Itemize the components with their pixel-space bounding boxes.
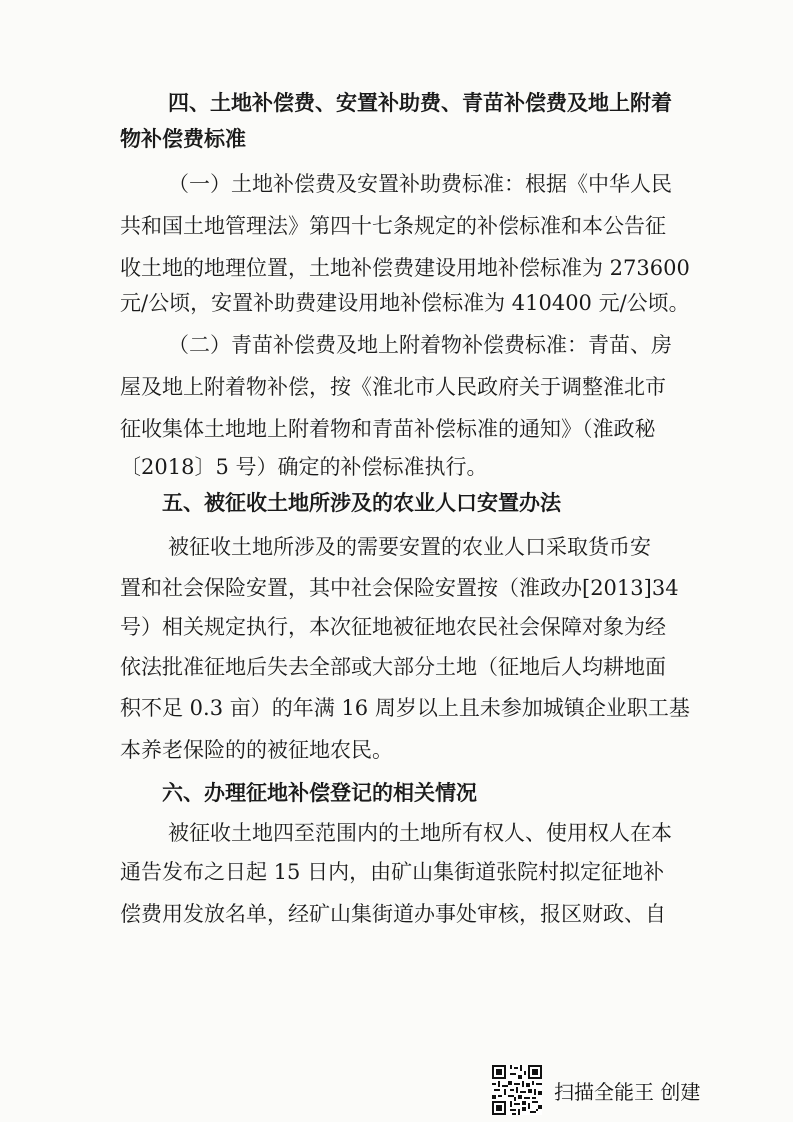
paragraph-line: 屋及地上附着物补偿，按《淮北市人民政府关于调整淮北市 [120,375,666,399]
paragraph-line: 通告发布之日起 15 日内，由矿山集街道张院村拟定征地补 [120,860,665,884]
paragraph-line: 积不足 0.3 亩）的年满 16 周岁以上且未参加城镇企业职工基 [120,696,690,720]
scanner-watermark-label: 扫描全能王 创建 [554,1079,701,1104]
paragraph-line: 置和社会保险安置，其中社会保险安置按（淮政办[2013]34 [120,576,679,600]
heading-section-6: 六、办理征地补偿登记的相关情况 [162,781,477,805]
paragraph-line: （一）土地补偿费及安置补助费标准：根据《中华人民 [168,172,672,196]
paragraph-line: 本养老保险的的被征地农民。 [120,738,393,762]
paragraph-line: 收土地的地理位置，土地补偿费建设用地补偿标准为 273600 [120,256,690,280]
paragraph-line: 征收集体土地地上附着物和青苗补偿标准的通知》（淮政秘 [120,417,656,441]
paragraph-line: 号）相关规定执行，本次征地被征地农民社会保障对象为经 [120,615,666,639]
paragraph-line: 〔2018〕5 号）确定的补偿标准执行。 [120,455,488,479]
paragraph-line: 被征收土地所涉及的需要安置的农业人口采取货币安 [168,535,651,559]
heading-section-5: 五、被征收土地所涉及的农业人口安置办法 [162,491,561,515]
paragraph-line: 被征收土地四至范围内的土地所有权人、使用权人在本 [168,821,672,845]
paragraph-line: 偿费用发放名单，经矿山集街道办事处审核，报区财政、自 [120,902,666,926]
heading-section-4-cont: 物补偿费标准 [120,127,246,151]
paragraph-line: 共和国土地管理法》第四十七条规定的补偿标准和本公告征 [120,214,666,238]
scanner-footer [492,1062,752,1118]
heading-section-4: 四、土地补偿费、安置补助费、青苗补偿费及地上附着 [168,91,672,115]
qr-code-icon [492,1065,542,1115]
paragraph-line: 元/公顷，安置补助费建设用地补偿标准为 410400 元/公顷。 [120,291,690,315]
paragraph-line: 依法批准征地后失去全部或大部分土地（征地后人均耕地面 [120,655,666,679]
paragraph-line: （二）青苗补偿费及地上附着物补偿费标准：青苗、房 [168,333,672,357]
